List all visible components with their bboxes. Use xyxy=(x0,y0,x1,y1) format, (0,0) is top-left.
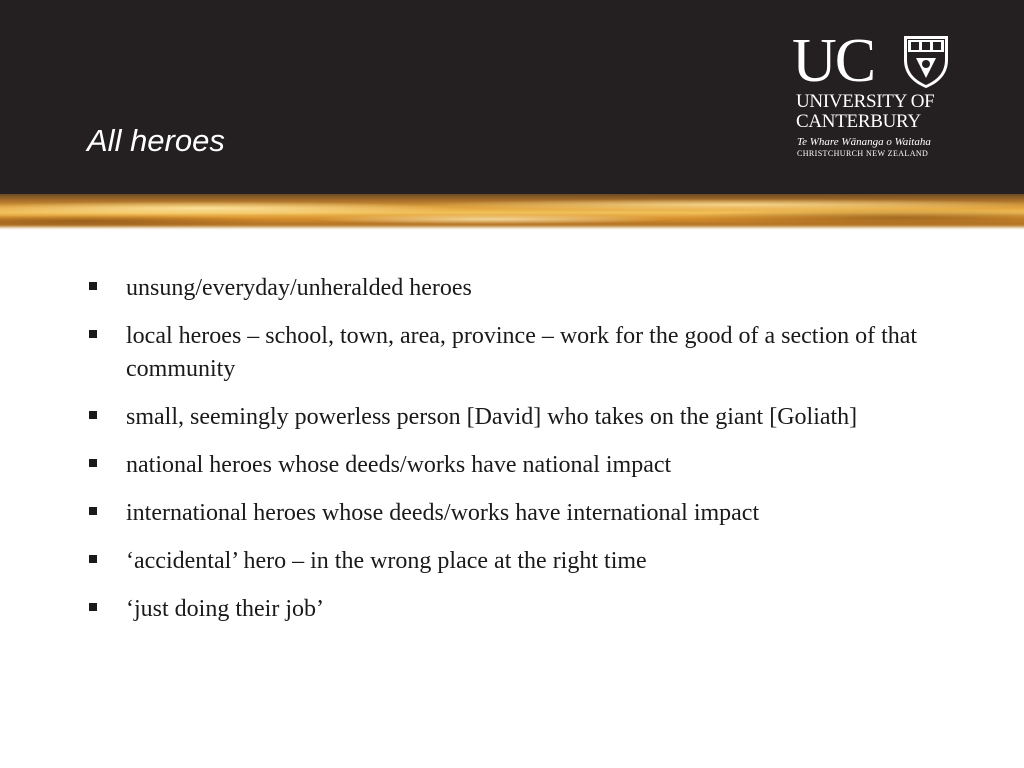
bullet-item xyxy=(88,320,918,386)
bullet-item xyxy=(88,545,918,578)
header-bar xyxy=(0,0,1024,194)
square-bullet-icon xyxy=(89,282,97,290)
bullet-item xyxy=(88,497,918,530)
logo-maori-name: Te Whare Wānanga o Waitaha xyxy=(797,136,931,148)
bullet-text: international heroes whose deeds/works have international impact xyxy=(126,500,760,526)
bullet-list xyxy=(88,272,918,641)
bullet-item xyxy=(88,272,918,305)
bullet-item xyxy=(88,401,918,434)
slide-title: All heroes xyxy=(87,123,225,158)
bullet-text: unsung/everyday/unheralded heroes xyxy=(126,275,472,301)
bullet-item xyxy=(88,593,918,626)
logo-location: CHRISTCHURCH NEW ZEALAND xyxy=(797,149,929,158)
logo-canterbury: CANTERBURY xyxy=(796,111,921,132)
bullet-text: ‘just doing their job’ xyxy=(126,596,324,622)
bullet-text: ‘accidental’ hero – in the wrong place at the right time xyxy=(126,548,647,574)
bullet-text: local heroes – school, town, area, province – work for the good of a section of that community xyxy=(126,323,918,382)
bullet-text: small, seemingly powerless person [David] who takes on the giant [Goliath] xyxy=(126,404,858,430)
crest-icon xyxy=(902,34,950,90)
square-bullet-icon xyxy=(89,330,97,338)
square-bullet-icon xyxy=(89,555,97,563)
logo-mark: UC xyxy=(792,27,875,95)
square-bullet-icon xyxy=(89,411,97,419)
square-bullet-icon xyxy=(89,507,97,515)
square-bullet-icon xyxy=(89,459,97,467)
decorative-sunset-band xyxy=(0,194,1024,230)
bullet-text: national heroes whose deeds/works have national impact xyxy=(126,452,672,478)
square-bullet-icon xyxy=(89,603,97,611)
university-logo xyxy=(790,27,952,158)
logo-university-of: UNIVERSITY OF xyxy=(796,91,935,112)
bullet-item xyxy=(88,449,918,482)
